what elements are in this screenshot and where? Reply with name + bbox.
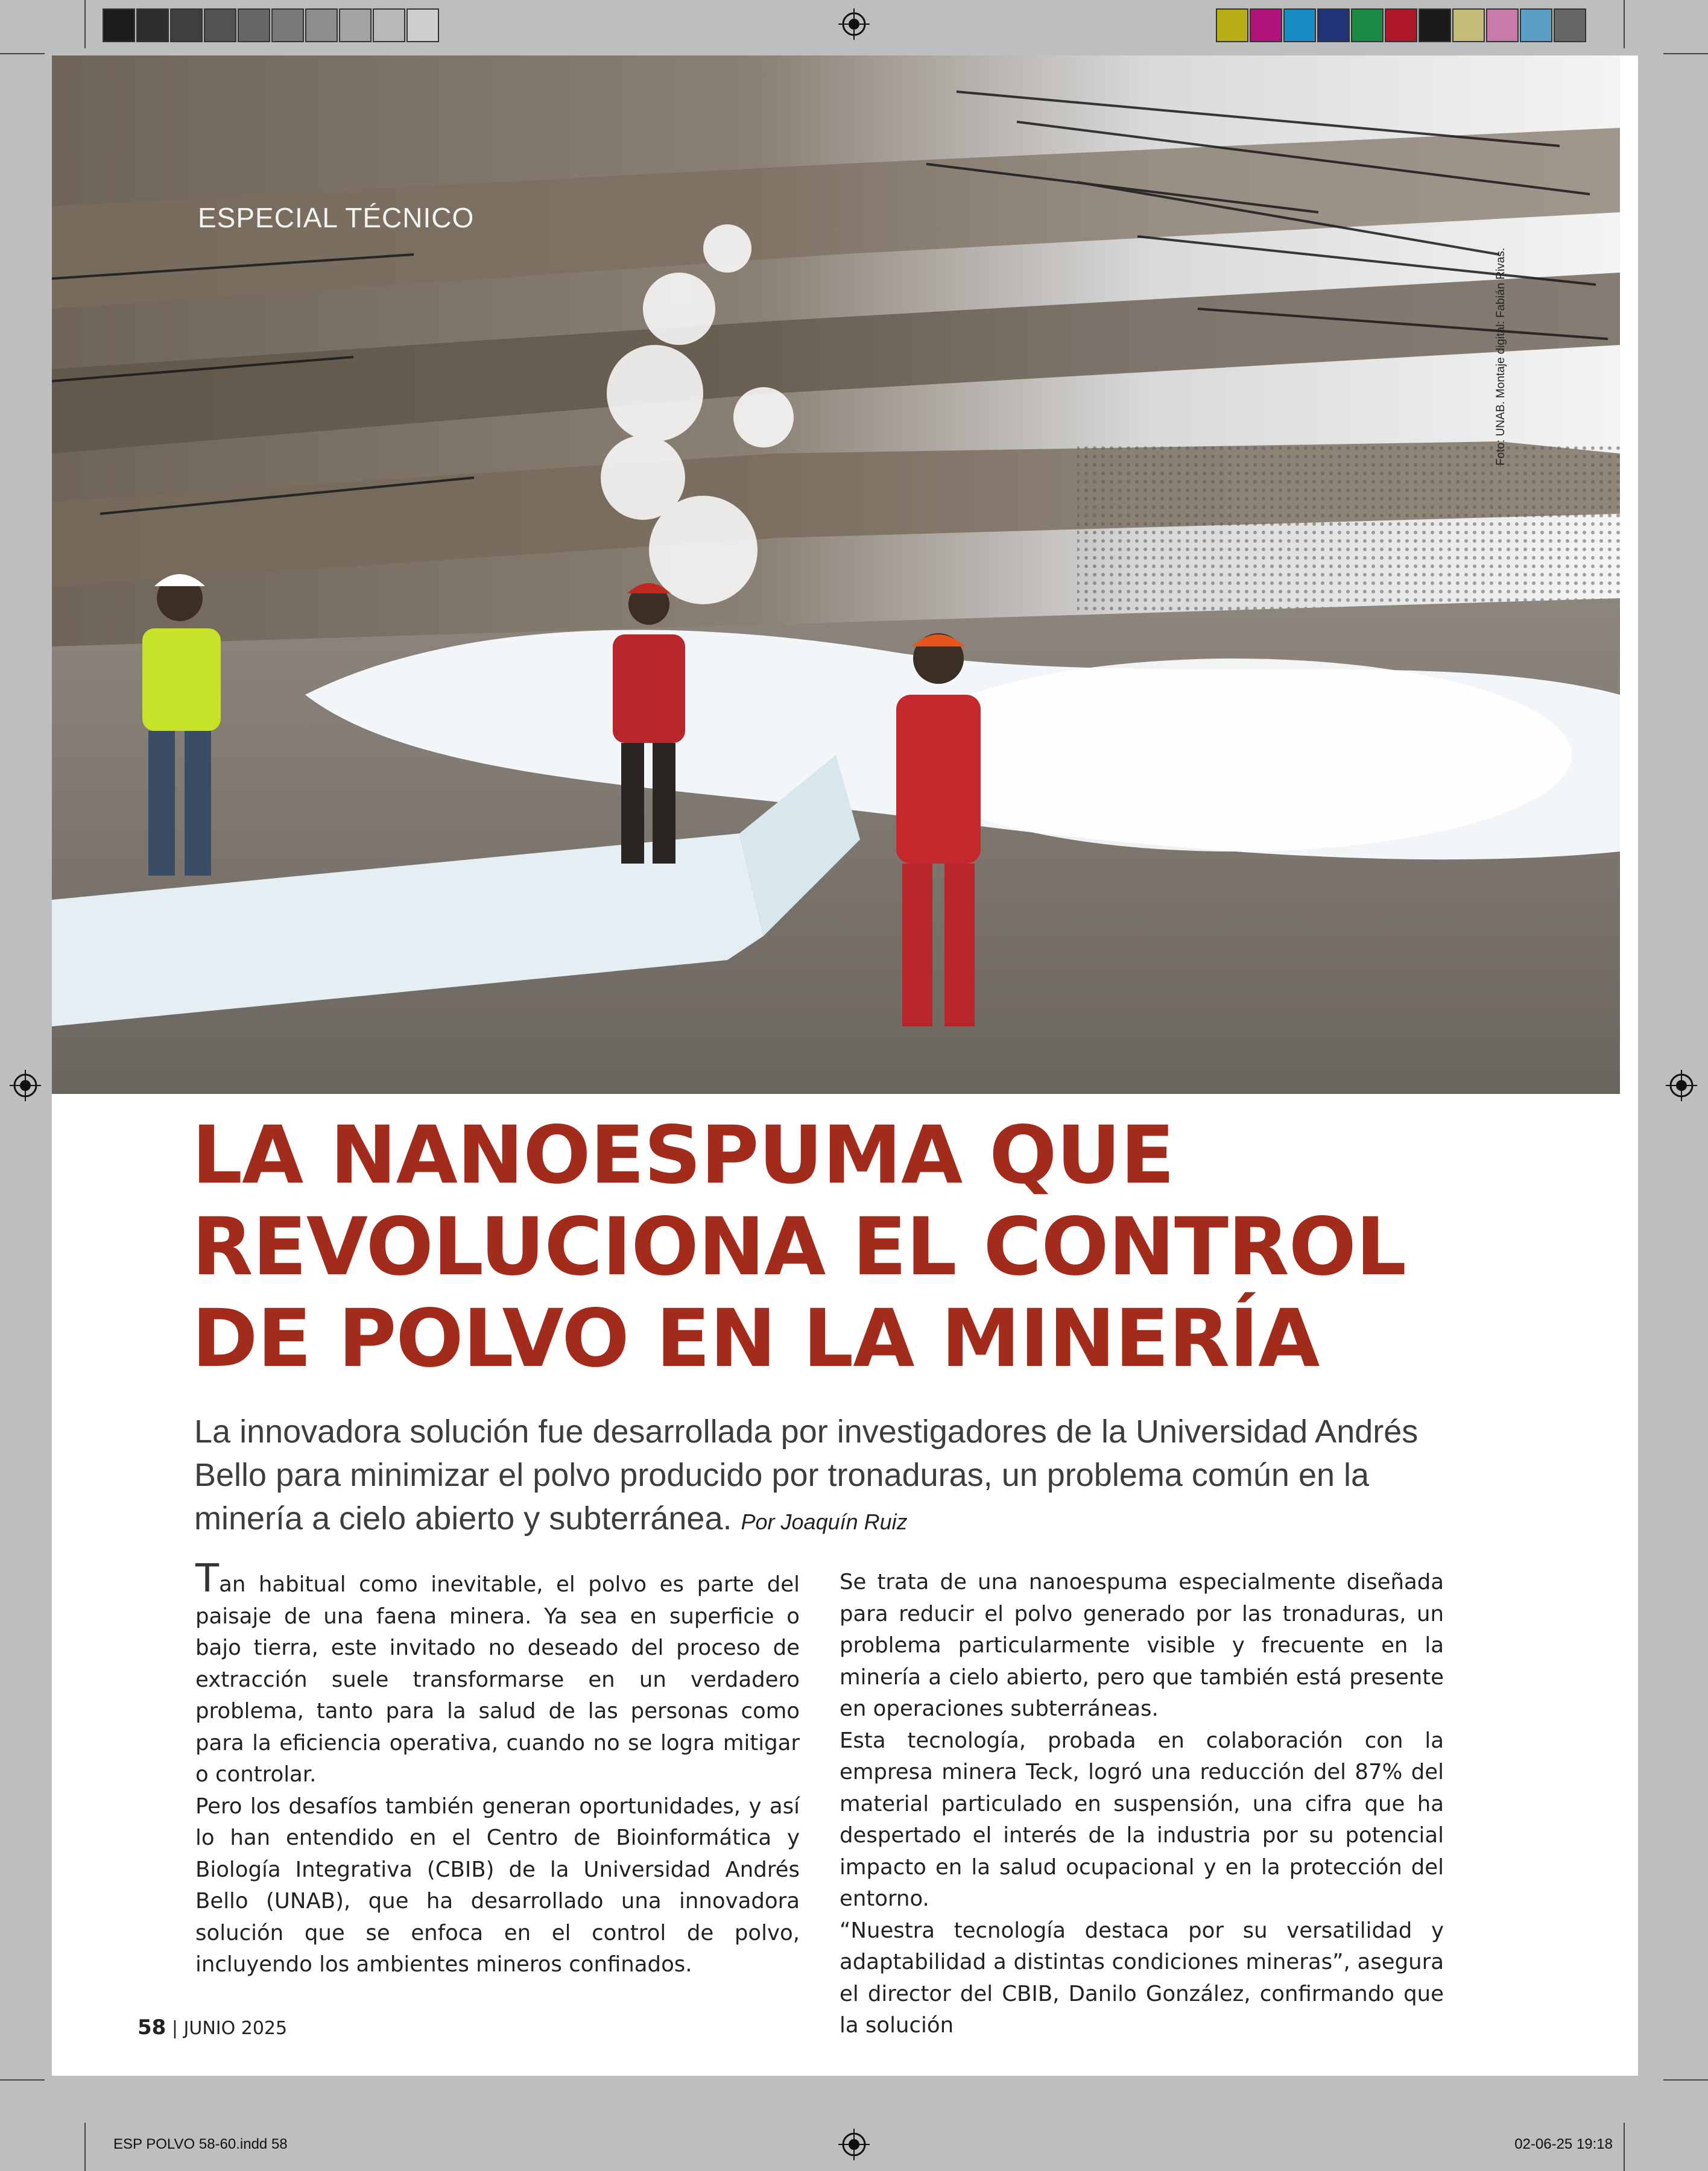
color-swatch [238,8,270,42]
color-swatch [406,8,439,42]
color-swatch [1351,8,1384,42]
crop-mark [84,2123,86,2171]
photo-credit: Foto: UNAB. Montaje digital: Fabián Rivas. [1494,247,1507,466]
article-headline [192,1110,1519,1385]
color-swatch [1216,8,1248,42]
color-swatch [204,8,236,42]
crop-mark [1624,2123,1625,2171]
color-swatch [1554,8,1586,42]
drop-cap: T [195,1556,220,1601]
body-paragraph: Esta tecnología, probada en colaboración con la empresa minera Teck, logró una reducción del 87% del material particulado en suspensión, una cifra que ha despertado el interés de la industria por su potencial impacto en la salud ocupacional y en la protección del entorno. [840,1728,1444,1911]
crop-mark [0,53,45,54]
color-swatch [1520,8,1552,42]
registration-mark-icon [10,1070,41,1101]
slug-datetime: 02-06-25 19:18 [1514,2136,1613,2152]
body-column-1 [195,1556,800,1981]
color-swatch [271,8,304,42]
body-paragraph: “Nuestra tecnología destaca por su versatilidad y adaptabilidad a distintas condiciones mineras”, asegura el director del CBIB, Danilo González, confirmando que la solución [840,1918,1444,2038]
body-column-2 [840,1567,1444,2042]
crop-mark [84,0,86,48]
deck-text: La innovadora solución fue desarrollada por investigadores de la Universidad Andrés Bello para minimizar el polvo producido por tronaduras, un problema común en la minería a cielo abierto y subterránea. [194,1414,1419,1537]
color-swatch [305,8,338,42]
slug-filename: ESP POLVO 58-60.indd 58 [113,2136,288,2152]
page-number: 58 [138,2015,166,2040]
body-paragraph: Se trata de una nanoespuma especialmente diseñada para reducir el polvo generado por las tronaduras, un problema particularmente visible y frecuente en la minería a cielo abierto, pero que también está presente en operaciones subterráneas. [840,1570,1444,1721]
headline-line: DE POLVO EN LA MINERÍA [192,1292,1320,1385]
color-swatch [103,8,135,42]
byline: Por Joaquín Ruiz [741,1509,908,1534]
headline-line: LA NANOESPUMA QUE [192,1109,1174,1202]
color-swatch [1250,8,1282,42]
headline-line: REVOLUCIONA EL CONTROL [192,1201,1406,1294]
process-color-bar [1216,8,1587,45]
color-swatch [136,8,169,42]
folio: 58 | JUNIO 2025 [138,2015,288,2040]
color-swatch [373,8,405,42]
crop-mark [0,2079,45,2081]
issue-date: JUNIO 2025 [183,2018,288,2039]
body-paragraph [195,1556,800,1791]
color-swatch [1385,8,1417,42]
section-kicker: ESPECIAL TÉCNICO [198,202,475,233]
color-swatch [170,8,203,42]
hero-photo [52,55,1620,1094]
color-swatch [1452,8,1485,42]
body-paragraph: Pero los desafíos también generan oportunidades, y así lo han entendido en el Centro de Bioinformática y Biología Integrativa (CBIB) de la Universidad Andrés Bello (UNAB), que ha desarrollado una innovadora solución que se enfoca en el control de polvo, incluyendo los ambientes mineros confinados. [195,1793,800,1977]
color-swatch [339,8,372,42]
registration-mark-icon [1666,1070,1697,1101]
crop-mark [1624,0,1625,48]
color-swatch [1486,8,1519,42]
crop-mark [1663,53,1708,54]
color-swatch [1317,8,1350,42]
color-swatch [1419,8,1451,42]
registration-mark-icon [838,2129,870,2160]
registration-mark-icon [838,8,870,40]
article-deck [194,1410,1455,1544]
paragraph-text: an habitual como inevitable, el polvo es parte del paisaje de una faena minera. Ya sea en superficie o bajo tierra, este invitado no deseado del proceso de extracción suele transformarse en un verdadero problema, tanto para la salud de las personas como para la eficiencia operativa, cuando no se logra mitigar o controlar. [195,1572,800,1787]
crop-mark [1663,2079,1708,2081]
color-swatch [1283,8,1316,42]
grayscale-color-bar [103,8,440,45]
